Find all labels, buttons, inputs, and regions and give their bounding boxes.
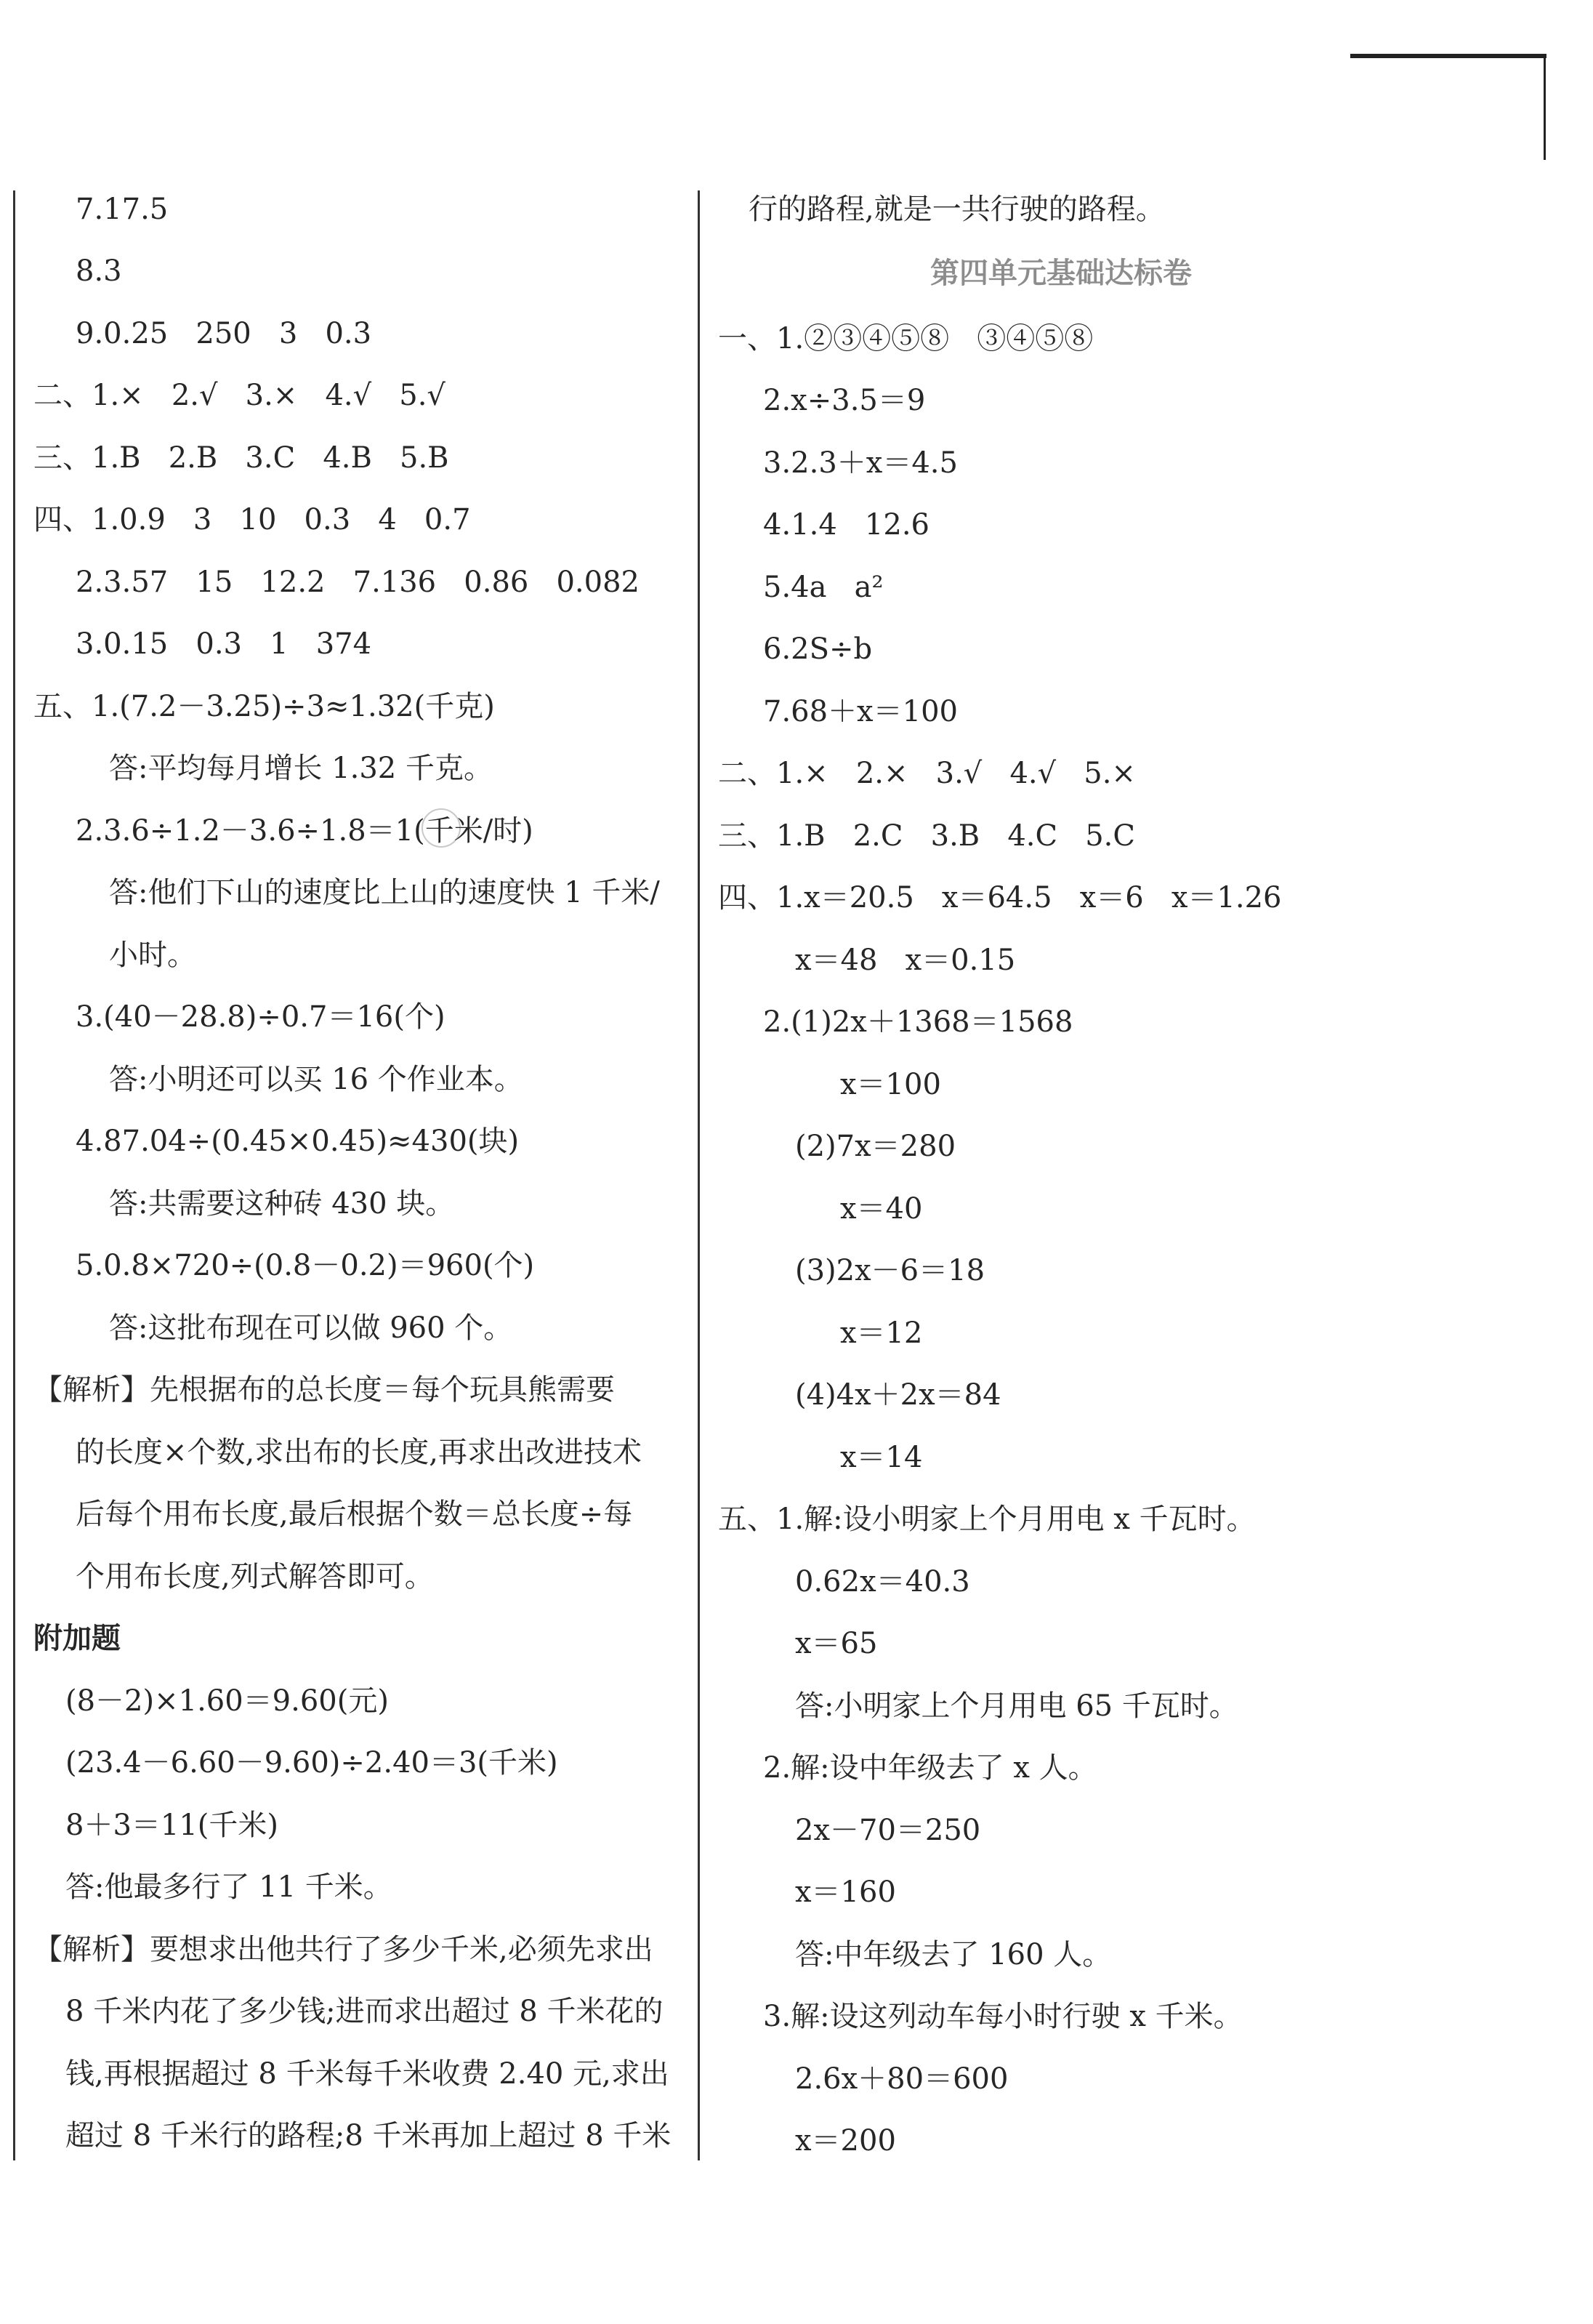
- answer-line: (3)2x－6＝18: [795, 1254, 985, 1287]
- answer-line: (2)7x＝280: [795, 1130, 956, 1163]
- analysis-line: 超过 8 千米行的路程;8 千米再加上超过 8 千米: [65, 2119, 672, 2152]
- answer-line: 二、1.× 2.√ 3.× 4.√ 5.√: [33, 379, 445, 412]
- answer-line: (4)4x＋2x＝84: [795, 1378, 1001, 1412]
- answer-line: x＝65: [795, 1627, 878, 1660]
- continuation-line: 行的路程,就是一共行驶的路程。: [749, 193, 1165, 226]
- answer-line: x＝14: [840, 1441, 923, 1474]
- answer-line: 答:小明还可以买 16 个作业本。: [109, 1063, 523, 1096]
- column-divider: [698, 190, 700, 2160]
- answer-line: 答:小明家上个月用电 65 千瓦时。: [795, 1689, 1238, 1723]
- answer-line: 2.(1)2x＋1368＝1568: [763, 1005, 1073, 1039]
- answer-line: 8＋3＝11(千米): [65, 1809, 279, 1842]
- answer-line: 三、1.B 2.C 3.B 4.C 5.C: [718, 819, 1136, 853]
- scan-edge-mark: [1350, 54, 1546, 58]
- analysis-line: 【解析】要想求出他共行了多少千米,必须先求出: [33, 1933, 653, 1966]
- answer-line: 答:共需要这种砖 430 块。: [109, 1187, 455, 1221]
- answer-line: 答:他们下山的速度比上山的速度快 1 千米/: [109, 876, 660, 909]
- answer-line: (23.4－6.60－9.60)÷2.40＝3(千米): [65, 1746, 558, 1780]
- answer-line: 2.6x＋80＝600: [795, 2062, 1009, 2096]
- answer-line: 3.2.3＋x＝4.5: [763, 446, 958, 480]
- answer-line: 3.(40－28.8)÷0.7＝16(个): [76, 1000, 445, 1034]
- answer-line: 答:他最多行了 11 千米。: [65, 1870, 392, 1904]
- answer-line: 小时。: [109, 938, 196, 972]
- answer-line: x＝12: [840, 1316, 923, 1350]
- section-title: 第四单元基础达标卷: [930, 257, 1192, 290]
- answer-line: 6.2S÷b: [763, 632, 873, 666]
- answer-line: 2.x÷3.5＝9: [763, 384, 926, 417]
- answer-line: 2x－70＝250: [795, 1814, 981, 1847]
- answer-line: x＝100: [840, 1068, 941, 1101]
- analysis-line: 钱,再根据超过 8 千米每千米收费 2.40 元,求出: [65, 2057, 669, 2091]
- answer-line: 五、1.(7.2－3.25)÷3≈1.32(千克): [33, 690, 495, 723]
- answer-line: 5.4a a²: [763, 571, 884, 604]
- analysis-line: 的长度×个数,求出布的长度,再求出改进技术: [76, 1436, 642, 1469]
- scan-edge-mark-right: [1544, 58, 1546, 160]
- answer-line: 4.87.04÷(0.45×0.45)≈430(块): [76, 1125, 520, 1158]
- answer-line: 3.解:设这列动车每小时行驶 x 千米。: [763, 2000, 1243, 2033]
- answer-line: 2.3.6÷1.2－3.6÷1.8＝1(千米/时): [76, 814, 533, 848]
- answer-line: 答:中年级去了 160 人。: [795, 1938, 1112, 1971]
- answer-line: x＝40: [840, 1192, 923, 1226]
- answer-line: 2.3.57 15 12.2 7.136 0.86 0.082: [76, 566, 640, 599]
- answer-line: 答:这批布现在可以做 960 个。: [109, 1311, 513, 1345]
- answer-line: 4.1.4 12.6: [763, 508, 929, 542]
- answer-line: x＝160: [795, 1875, 896, 1909]
- answer-line: 2.解:设中年级去了 x 人。: [763, 1751, 1097, 1785]
- answer-line: 三、1.B 2.B 3.C 4.B 5.B: [33, 441, 449, 475]
- left-margin-rule: [13, 190, 15, 2160]
- analysis-line: 后每个用布长度,最后根据个数＝总长度÷每: [76, 1497, 633, 1531]
- answer-line: 二、1.× 2.× 3.√ 4.√ 5.×: [718, 757, 1136, 790]
- bonus-heading: 附加题: [33, 1622, 121, 1655]
- answer-line: 7.68＋x＝100: [763, 695, 958, 728]
- answer-line: 9.0.25 250 3 0.3: [76, 317, 372, 350]
- answer-line: (8－2)×1.60＝9.60(元): [65, 1684, 389, 1718]
- answer-line: 3.0.15 0.3 1 374: [76, 627, 372, 661]
- answer-line: 0.62x＝40.3: [795, 1565, 970, 1599]
- answer-line: 四、1.x＝20.5 x＝64.5 x＝6 x＝1.26: [718, 881, 1282, 914]
- analysis-line: 8 千米内花了多少钱;进而求出超过 8 千米花的: [65, 1995, 664, 2028]
- analysis-line: 【解析】先根据布的总长度＝每个玩具熊需要: [33, 1373, 615, 1407]
- answer-line: 四、1.0.9 3 10 0.3 4 0.7: [33, 503, 471, 536]
- answer-line: 一、1.②③④⑤⑧ ③④⑤⑧: [718, 322, 1094, 355]
- answer-line: 7.17.5: [76, 193, 169, 226]
- answer-line: 五、1.解:设小明家上个月用电 x 千瓦时。: [718, 1503, 1256, 1536]
- analysis-line: 个用布长度,列式解答即可。: [76, 1560, 434, 1593]
- answer-line: 8.3: [76, 254, 122, 288]
- answer-line: x＝48 x＝0.15: [795, 944, 1016, 977]
- answer-line: 答:平均每月增长 1.32 千克。: [109, 752, 493, 785]
- answer-line: x＝200: [795, 2124, 896, 2158]
- answer-line: 5.0.8×720÷(0.8－0.2)＝960(个): [76, 1249, 535, 1282]
